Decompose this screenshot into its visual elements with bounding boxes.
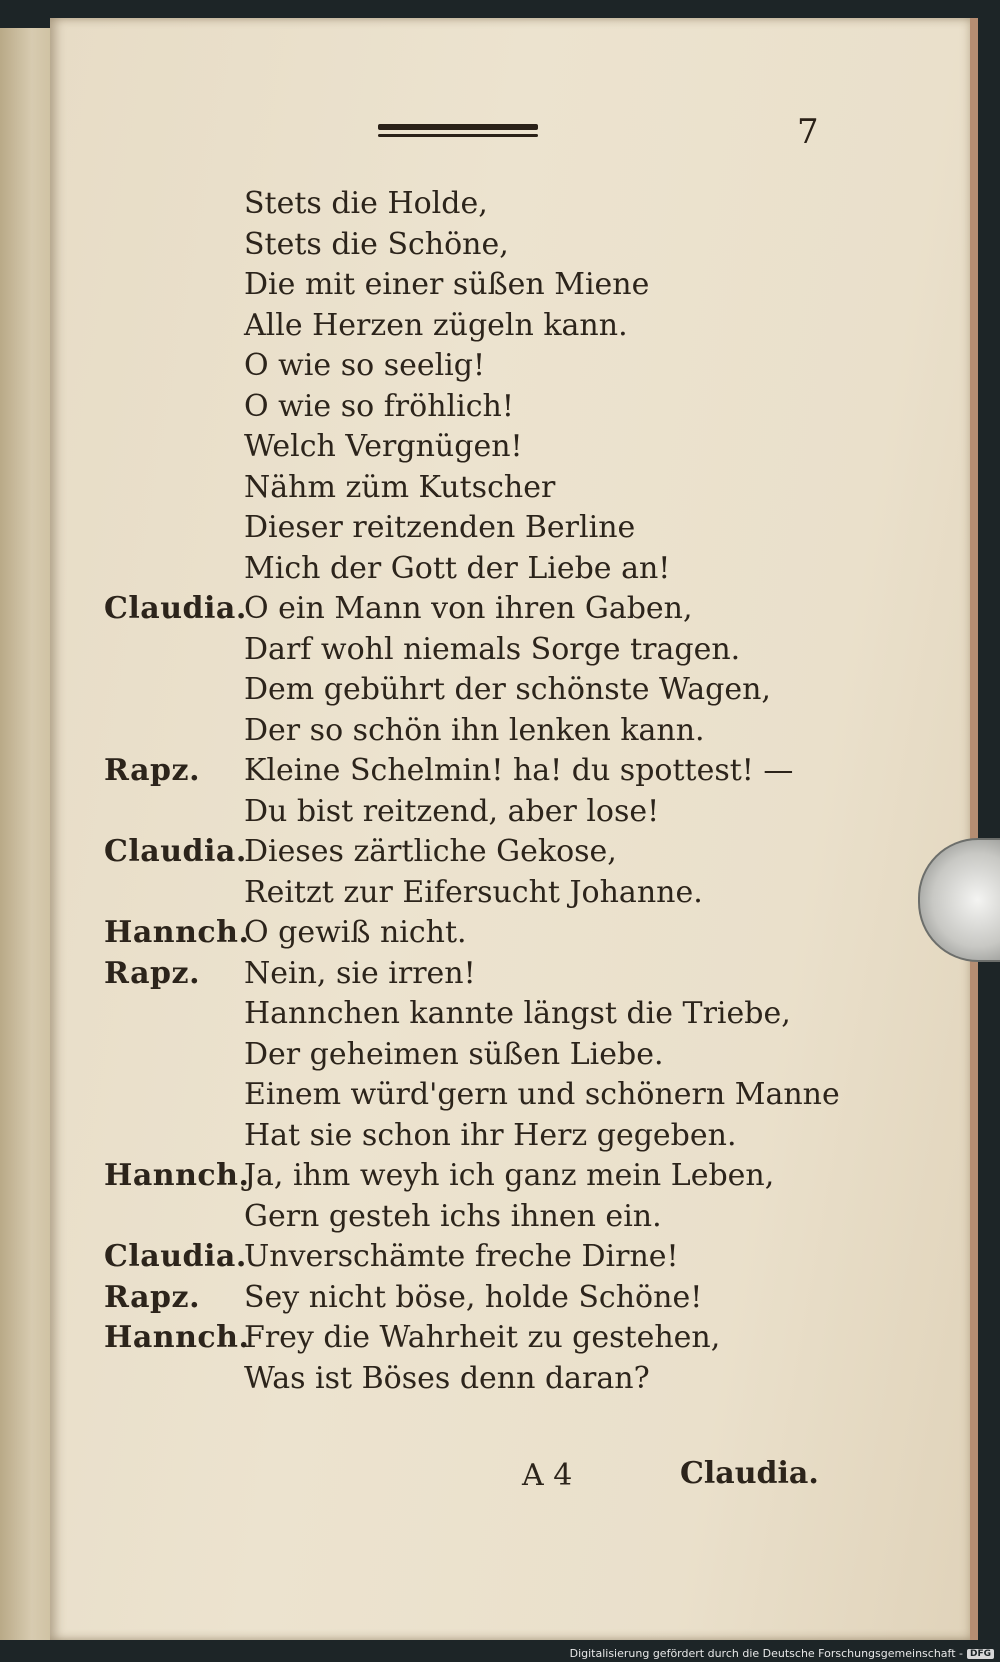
verse-line <box>0 1156 900 1196</box>
verse-line <box>0 1359 900 1399</box>
speaker-name: Hannch. <box>104 1320 250 1355</box>
verse-text: Hat sie schon ihr Herz gegeben. <box>244 1117 737 1153</box>
verse-text: Stets die Schöne, <box>244 226 509 262</box>
verse-line <box>0 1237 900 1277</box>
verse-line <box>0 589 900 629</box>
verse-line <box>0 1278 900 1318</box>
page-edge-strip <box>970 18 978 1640</box>
verse-line <box>0 792 900 832</box>
header-ornament-rule <box>378 124 538 137</box>
verse-text: O wie so seelig! <box>244 348 486 383</box>
verse-text: Hannchen kannte längst die Triebe, <box>244 996 791 1031</box>
page-number: 7 <box>797 112 819 152</box>
speaker-name: Hannch. <box>104 1158 250 1193</box>
verse-text: Alle Herzen zügeln kann. <box>244 307 628 343</box>
speaker-name: Claudia. <box>104 1239 247 1274</box>
verse-text: Was ist Böses denn daran? <box>244 1360 650 1396</box>
verse-line <box>0 306 900 346</box>
verse-text: O ein Mann von ihren Gaben, <box>244 591 693 626</box>
verse-text: Unverschämte freche Dirne! <box>244 1239 679 1274</box>
speaker-name: Claudia. <box>104 834 247 869</box>
verse-line <box>0 1318 900 1358</box>
verse-line <box>0 954 900 994</box>
speaker-name: Claudia. <box>104 591 247 626</box>
verse-text: Du bist reitzend, aber lose! <box>244 793 660 829</box>
verse-text: Dem gebührt der schönste Wagen, <box>244 672 771 707</box>
verse-line <box>0 670 900 710</box>
verse-text: Dieses zärtliche Gekose, <box>244 834 617 869</box>
verse-line <box>0 225 900 265</box>
verse-text: Der geheimen süßen Liebe. <box>244 1036 664 1072</box>
signature-mark: A 4 <box>522 1458 573 1493</box>
verse-line <box>0 468 900 508</box>
verse-line <box>0 549 900 589</box>
verse-text: Nähm züm Kutscher <box>244 469 556 505</box>
verse-text: O gewiß nicht. <box>244 915 467 950</box>
speaker-name: Rapz. <box>104 753 201 788</box>
verse-text: Frey die Wahrheit zu gestehen, <box>244 1320 721 1355</box>
verse-line <box>0 630 900 670</box>
verse-line <box>0 265 900 305</box>
verse-text: Ja, ihm weyh ich ganz mein Leben, <box>244 1158 775 1193</box>
ornament-thick-bar <box>378 124 538 130</box>
verse-text: Einem würd'gern und schönern Manne <box>244 1077 840 1112</box>
verse-text: Dieser reitzenden Berline <box>244 510 636 545</box>
verse-line <box>0 184 900 224</box>
verse-line <box>0 994 900 1034</box>
digitization-credit <box>570 1647 994 1660</box>
verse-line <box>0 346 900 386</box>
verse-text: Kleine Schelmin! ha! du spottest! — <box>244 753 794 788</box>
verse-line <box>0 1197 900 1237</box>
verse-text: Der so schön ihn lenken kann. <box>244 712 705 748</box>
verse-line <box>0 1035 900 1075</box>
speaker-name: Rapz. <box>104 955 201 991</box>
verse-line <box>0 913 900 953</box>
dfg-logo: DFG <box>967 1649 994 1659</box>
speaker-name: Hannch. <box>104 915 250 950</box>
catchword: Claudia. <box>680 1456 819 1491</box>
verse-line <box>0 711 900 751</box>
verse-text: Reitzt zur Eifersucht Johanne. <box>244 874 703 910</box>
verse-text: Welch Vergnügen! <box>244 429 523 464</box>
verse-text: O wie so fröhlich! <box>244 388 514 424</box>
verse-text: Die mit einer süßen Miene <box>244 267 650 302</box>
verse-line <box>0 751 900 791</box>
verse-line <box>0 427 900 467</box>
verse-line <box>0 387 900 427</box>
credit-text: Digitalisierung gefördert durch die Deutsche Forschungsgemeinschaft - <box>569 1647 963 1660</box>
speaker-name: Rapz. <box>104 1279 201 1315</box>
verse-line <box>0 1075 900 1115</box>
verse-line <box>0 508 900 548</box>
ornament-thin-bar <box>378 134 538 137</box>
verse-line <box>0 873 900 913</box>
verse-text: Sey nicht böse, holde Schöne! <box>244 1279 703 1315</box>
verse-line <box>0 832 900 872</box>
verse-text: Darf wohl niemals Sorge tragen. <box>244 631 741 667</box>
verse-text: Stets die Holde, <box>244 186 488 221</box>
verse-text: Gern gesteh ichs ihnen ein. <box>244 1198 662 1234</box>
verse-text: Mich der Gott der Liebe an! <box>244 550 671 586</box>
verse-line <box>0 1116 900 1156</box>
verse-text: Nein, sie irren! <box>244 955 476 991</box>
